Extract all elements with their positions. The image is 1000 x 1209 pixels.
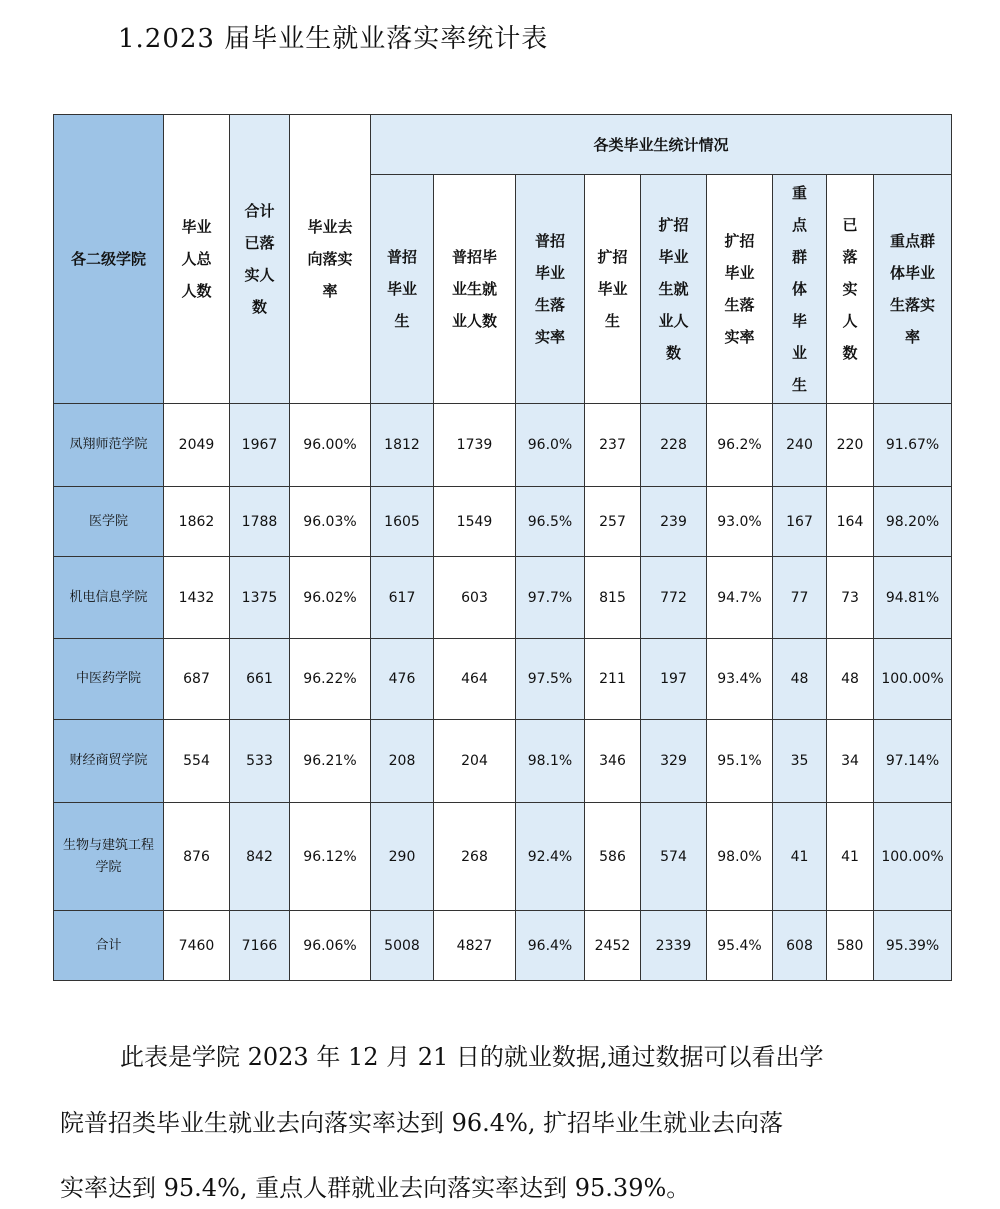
cell-key-rate: 95.39%: [874, 911, 952, 981]
cell-key-rate: 100.00%: [874, 639, 952, 720]
cell-regular-grads: 476: [371, 639, 434, 720]
cell-expanded-employed: 2339: [641, 911, 707, 981]
cell-key-placed: 164: [827, 487, 874, 557]
cell-expanded-grads: 346: [585, 720, 641, 803]
cell-key-rate: 91.67%: [874, 404, 952, 487]
cell-regular-employed: 603: [434, 557, 516, 639]
header-key-rate: 重点群体毕业生落实率: [874, 175, 952, 404]
cell-expanded-rate: 96.2%: [707, 404, 773, 487]
table-row: [54, 487, 952, 557]
employment-stats-table: [53, 114, 952, 981]
cell-placed-total: 1967: [230, 404, 290, 487]
cell-regular-employed: 1549: [434, 487, 516, 557]
header-regular-grads: 普招毕业生: [371, 175, 434, 404]
cell-placed-total: 1375: [230, 557, 290, 639]
cell-regular-grads: 1605: [371, 487, 434, 557]
cell-regular-rate: 97.7%: [516, 557, 585, 639]
header-expanded-grads: 扩招毕业生: [585, 175, 641, 404]
cell-expanded-grads: 257: [585, 487, 641, 557]
summary-line-2: 院普招类毕业生就业去向落实率达到 96.4%, 扩招毕业生就业去向落: [60, 1109, 784, 1137]
summary-line-1: 此表是学院 2023 年 12 月 21 日的就业数据,通过数据可以看出学: [120, 1043, 824, 1071]
cell-regular-employed: 1739: [434, 404, 516, 487]
cell-key-placed: 73: [827, 557, 874, 639]
cell-college: 中医药学院: [54, 639, 164, 720]
cell-total: 1862: [164, 487, 230, 557]
cell-rate: 96.22%: [290, 639, 371, 720]
cell-expanded-employed: 239: [641, 487, 707, 557]
cell-college: 医学院: [54, 487, 164, 557]
cell-regular-grads: 617: [371, 557, 434, 639]
cell-expanded-employed: 228: [641, 404, 707, 487]
cell-total: 687: [164, 639, 230, 720]
cell-expanded-employed: 329: [641, 720, 707, 803]
cell-regular-employed: 464: [434, 639, 516, 720]
header-placed-total: 合计已落实人数: [230, 115, 290, 404]
cell-college: 凤翔师范学院: [54, 404, 164, 487]
cell-college: 机电信息学院: [54, 557, 164, 639]
cell-regular-grads: 208: [371, 720, 434, 803]
cell-regular-rate: 98.1%: [516, 720, 585, 803]
summary-line-3: 实率达到 95.4%, 重点人群就业去向落实率达到 95.39%。: [60, 1174, 691, 1202]
header-key-placed: 已落实人数: [827, 175, 874, 404]
cell-key-placed: 41: [827, 803, 874, 911]
cell-key-grads: 41: [773, 803, 827, 911]
cell-key-placed: 34: [827, 720, 874, 803]
cell-key-placed: 220: [827, 404, 874, 487]
cell-key-rate: 98.20%: [874, 487, 952, 557]
cell-expanded-grads: 237: [585, 404, 641, 487]
header-expanded-rate: 扩招毕业生落实率: [707, 175, 773, 404]
cell-key-rate: 97.14%: [874, 720, 952, 803]
college-name: 生物与建筑工程学院: [62, 837, 154, 875]
cell-expanded-rate: 95.1%: [707, 720, 773, 803]
table-row: [54, 404, 952, 487]
cell-placed-total: 7166: [230, 911, 290, 981]
cell-key-placed: 580: [827, 911, 874, 981]
cell-regular-rate: 96.0%: [516, 404, 585, 487]
header-expanded-employed: 扩招毕业生就业人数: [641, 175, 707, 404]
cell-regular-rate: 92.4%: [516, 803, 585, 911]
cell-college: [54, 803, 164, 911]
header-total: 毕业人总人数: [164, 115, 230, 404]
cell-expanded-employed: 574: [641, 803, 707, 911]
table-row: [54, 911, 952, 981]
cell-total: 7460: [164, 911, 230, 981]
cell-expanded-employed: 772: [641, 557, 707, 639]
cell-total: 2049: [164, 404, 230, 487]
header-group: 各类毕业生统计情况: [371, 115, 952, 175]
cell-college: 财经商贸学院: [54, 720, 164, 803]
cell-key-grads: 77: [773, 557, 827, 639]
cell-college: 合计: [54, 911, 164, 981]
header-key-grads: 重点群体毕业生: [773, 175, 827, 404]
cell-regular-grads: 5008: [371, 911, 434, 981]
cell-total: 876: [164, 803, 230, 911]
cell-rate: 96.02%: [290, 557, 371, 639]
cell-expanded-rate: 98.0%: [707, 803, 773, 911]
table-row: [54, 557, 952, 639]
cell-placed-total: 1788: [230, 487, 290, 557]
cell-regular-rate: 96.4%: [516, 911, 585, 981]
page-title: 1.2023 届毕业生就业落实率统计表: [118, 24, 549, 54]
cell-placed-total: 842: [230, 803, 290, 911]
cell-key-grads: 608: [773, 911, 827, 981]
header-regular-employed: 普招毕业生就业人数: [434, 175, 516, 404]
header-rate: 毕业去向落实率: [290, 115, 371, 404]
cell-expanded-rate: 94.7%: [707, 557, 773, 639]
cell-rate: 96.03%: [290, 487, 371, 557]
cell-key-grads: 167: [773, 487, 827, 557]
cell-key-rate: 100.00%: [874, 803, 952, 911]
cell-key-grads: 240: [773, 404, 827, 487]
header-regular-rate: 普招毕业生落实率: [516, 175, 585, 404]
cell-rate: 96.12%: [290, 803, 371, 911]
cell-expanded-grads: 815: [585, 557, 641, 639]
cell-regular-employed: 268: [434, 803, 516, 911]
cell-regular-grads: 290: [371, 803, 434, 911]
cell-expanded-rate: 93.0%: [707, 487, 773, 557]
cell-placed-total: 661: [230, 639, 290, 720]
cell-expanded-grads: 586: [585, 803, 641, 911]
cell-expanded-grads: 211: [585, 639, 641, 720]
cell-expanded-grads: 2452: [585, 911, 641, 981]
cell-placed-total: 533: [230, 720, 290, 803]
header-college: 各二级学院: [54, 115, 164, 404]
cell-key-placed: 48: [827, 639, 874, 720]
cell-regular-employed: 204: [434, 720, 516, 803]
cell-key-grads: 35: [773, 720, 827, 803]
cell-regular-grads: 1812: [371, 404, 434, 487]
cell-expanded-employed: 197: [641, 639, 707, 720]
cell-regular-employed: 4827: [434, 911, 516, 981]
cell-rate: 96.06%: [290, 911, 371, 981]
cell-expanded-rate: 93.4%: [707, 639, 773, 720]
cell-key-rate: 94.81%: [874, 557, 952, 639]
cell-regular-rate: 97.5%: [516, 639, 585, 720]
cell-total: 1432: [164, 557, 230, 639]
cell-rate: 96.21%: [290, 720, 371, 803]
table-row: [54, 639, 952, 720]
table-row: [54, 803, 952, 911]
cell-regular-rate: 96.5%: [516, 487, 585, 557]
table-row: [54, 720, 952, 803]
cell-expanded-rate: 95.4%: [707, 911, 773, 981]
cell-rate: 96.00%: [290, 404, 371, 487]
cell-key-grads: 48: [773, 639, 827, 720]
cell-total: 554: [164, 720, 230, 803]
